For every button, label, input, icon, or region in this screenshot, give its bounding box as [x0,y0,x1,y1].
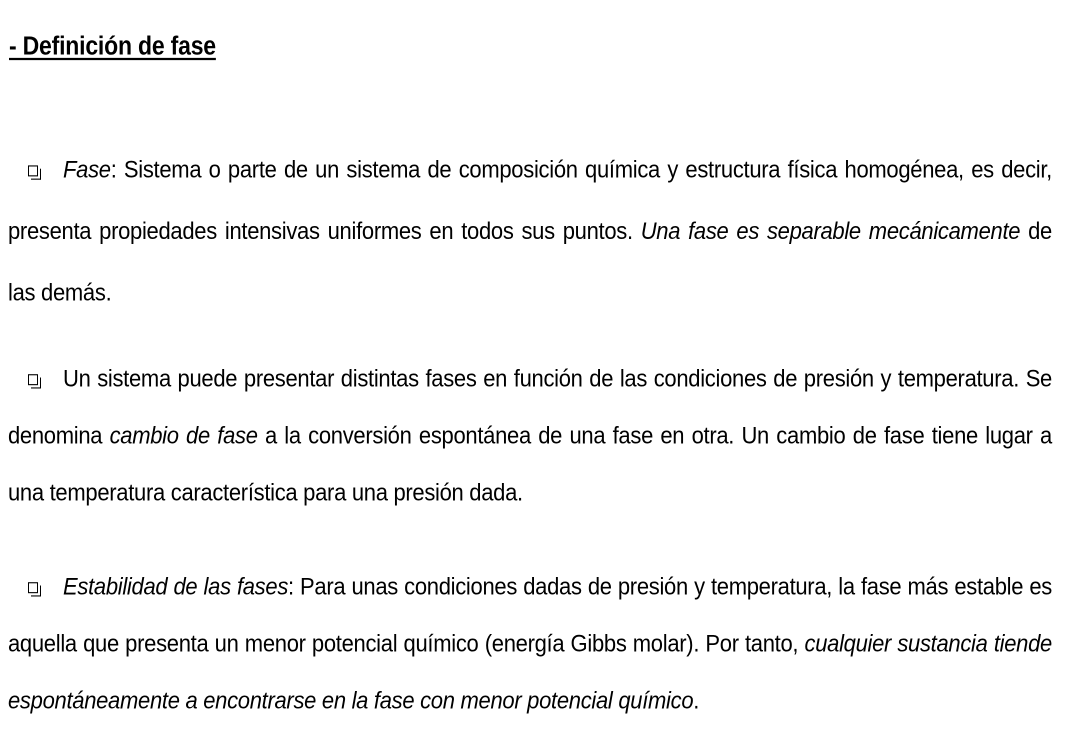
square-bullet-icon [28,374,38,385]
text-segment: Estabilidad de las fases [63,572,289,600]
paragraph-cambio-de-fase [8,350,1052,522]
text-segment: : Para unas condiciones dadas de presión y temperatura, la fase más estable es aquella que presenta un menor potencial químico (energía Gibbs molar). Por tanto, [8,572,1052,657]
text-segment: Una fase es separable mecánicamente [640,217,1021,245]
text-segment: Un sistema puede presentar distintas fases en función de las condiciones de presión y temperatura. Se denomina [8,364,1052,449]
section-heading: - Definición de fase [9,31,216,61]
text-segment: . [693,686,700,715]
text-segment: cambio de fase [109,421,258,449]
square-bullet-icon [28,582,38,593]
text-segment: Fase [63,155,111,183]
text-segment: cualquier sustancia tiende espontáneamente a encontrarse en la fase con menor potencial químico [8,629,1052,715]
paragraph-fase-definition [8,139,1052,324]
square-bullet-icon [28,165,38,176]
text-segment: de las demás. [8,217,1052,307]
paragraph-estabilidad [8,558,1052,730]
text-segment: a la conversión espontánea de una fase en otra. Un cambio de fase tiene lugar a una temperatura característica para una presión dada. [8,421,1052,507]
text-segment: : Sistema o parte de un sistema de composición química y estructura física homogénea, es decir, presenta propiedades intensivas uniformes en todos sus puntos. [8,155,1052,245]
